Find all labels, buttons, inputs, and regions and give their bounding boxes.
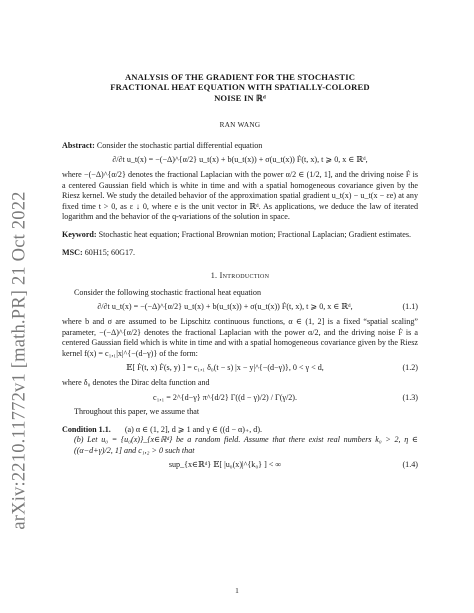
arxiv-identifier-text: arXiv:2210.11772v1 [math.PR] 21 Oct 2022 xyxy=(9,190,30,530)
title-line-2: FRACTIONAL HEAT EQUATION WITH SPATIALLY-COLORED xyxy=(110,82,370,93)
abstract-equation xyxy=(62,155,418,166)
condition-label: Condition 1.1. xyxy=(62,424,111,434)
abstract-label: Abstract: xyxy=(62,140,95,150)
condition-item-b-text: (b) Let u₀ = {u₀(x)}_{x∈ℝᵈ} be a random field. Assume that there exist real numbers k₀ > 2, η ∈ ((α−d+γ)/2, 1] and c₁,₂ > 0 such that xyxy=(74,435,418,455)
intro-paragraph-2: where b and σ are assumed to be Lipschitz continuous functions, α ∈ (1, 2] is a fixed “spatial scaling” parameter, −(−Δ)^{α/2} denotes the fractional Laplacian with the power α/2, and the driving noise Ḟ is a centered Gaussian field which is white in time and with a spatial homogeneous covariance given by the Riesz kernel f(x) = c₁,₁|x|^{−(d−γ)} of the form: xyxy=(62,316,418,358)
abstract-body: where −(−Δ)^{α/2} denotes the fractional Laplacian with the power α/2 ∈ (1/2, 1], and the driving noise Ḟ is a centered Gaussian field which is white in time and with a spatial homogeneous covariance given by the Riesz kernel. We study the detailed behavior of the approximation spatial gradient u_t(x) − u_t(x − εe) at any fixed time t > 0, as ε ↓ 0, where e is the unit vector in ℝᵈ. As applications, we deduce the law of iterated logarithm and the behavior of the q-variations of the solution in space. xyxy=(62,170,418,222)
paper-title xyxy=(62,72,418,103)
equation-1-3 xyxy=(62,393,418,404)
equation-1-4 xyxy=(62,460,418,471)
condition-item-a: (a) α ∈ (1, 2], d ⩾ 1 and γ ∈ ((d − α)₊, d). xyxy=(124,424,263,434)
title-line-1: ANALYSIS OF THE GRADIENT FOR THE STOCHASTIC xyxy=(124,72,356,82)
intro-paragraph-4: Throughout this paper, we assume that xyxy=(74,407,200,417)
equation-1-1-body: ∂/∂t u_t(x) = −(−Δ)^{α/2} u_t(x) + b(u_t(x)) + σ(u_t(x)) Ḟ(t, x), t ⩾ 0, x ∈ ℝᵈ, xyxy=(97,302,353,312)
abstract-block xyxy=(62,141,418,223)
page-number: 1 xyxy=(235,586,239,595)
abstract-equation-body: ∂/∂t u_t(x) = −(−Δ)^{α/2} u_t(x) + b(u_t(x)) + σ(u_t(x)) Ḟ(t, x), t ⩾ 0, x ∈ ℝᵈ, xyxy=(112,155,368,165)
equation-1-3-body: c₁,₁ = 2^{d−γ} π^{d/2} Γ((d − γ)/2) / Γ(γ/2). xyxy=(153,392,297,402)
arxiv-identifier-stamp xyxy=(2,140,38,580)
condition-block xyxy=(62,425,418,471)
msc-text: 60H15; 60G17. xyxy=(84,247,136,257)
keywords-block xyxy=(62,230,418,241)
paper-page xyxy=(62,72,418,475)
equation-1-4-body: sup_{x∈ℝᵈ} 𝔼[ |u₀(x)|^{k₀} ] < ∞ xyxy=(168,460,282,470)
intro-paragraph-3: where δ₀ denotes the Dirac delta function and xyxy=(62,377,210,387)
intro-paragraph-1: Consider the following stochastic fractional heat equation xyxy=(74,287,262,297)
equation-1-4-number: (1.4) xyxy=(402,460,418,470)
condition-item-b xyxy=(74,435,418,456)
equation-1-1-number: (1.1) xyxy=(402,302,418,312)
abstract-intro: Consider the stochastic partial differential equation xyxy=(96,140,263,150)
keywords-label: Keyword: xyxy=(62,229,97,239)
equation-1-2-body: 𝔼[ Ḟ(t, x) Ḟ(s, y) ] = c₁,₁ δ₀(t − s) |x − y|^{−(d−γ)}, 0 < γ < d, xyxy=(126,363,324,373)
section-heading-introduction: 1. Introduction xyxy=(210,271,270,281)
keywords-text: Stochastic heat equation; Fractional Brownian motion; Fractional Laplacian; Gradient estimates. xyxy=(98,229,412,239)
equation-1-1 xyxy=(62,302,418,313)
equation-1-2 xyxy=(62,363,418,374)
equation-1-2-number: (1.2) xyxy=(402,363,418,373)
msc-block xyxy=(62,248,418,259)
equation-1-3-number: (1.3) xyxy=(402,392,418,402)
author-name: RAN WANG xyxy=(219,121,261,130)
title-line-3: NOISE IN ℝᵈ xyxy=(214,92,266,103)
msc-label: MSC: xyxy=(62,247,83,257)
